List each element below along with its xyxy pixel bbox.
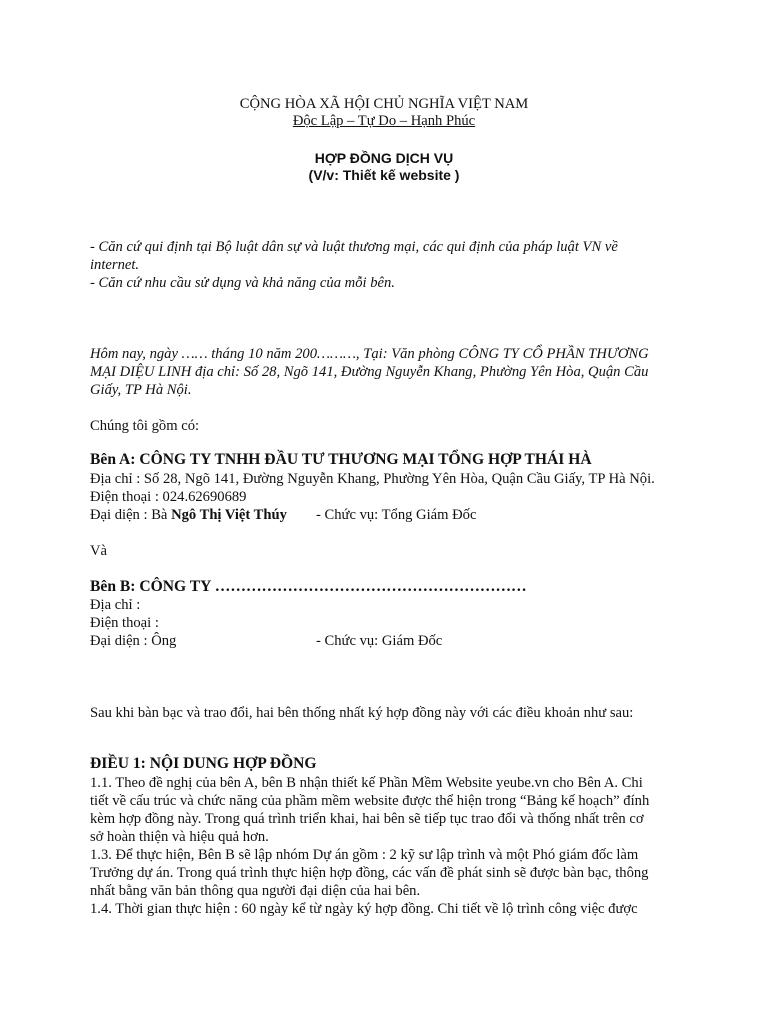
intro-line: Hôm nay, ngày …… tháng 10 năm 200………, Tại: Văn phòng CÔNG TY CỔ PHẦN THƯƠNG — [90, 346, 649, 362]
party-a-heading: Bên A: CÔNG TY TNHH ĐẦU TƯ THƯƠNG MẠI TỔNG HỢP THÁI HÀ — [90, 451, 592, 468]
article-1-line: sở hoàn thiện và hiệu quả hơn. — [90, 829, 269, 845]
agreement-text: Sau khi bàn bạc và trao đổi, hai bên thống nhất ký hợp đồng này với các điều khoản như sau: — [90, 705, 634, 721]
article-1-line: 1.1. Theo đề nghị của bên A, bên B nhận thiết kế Phần Mềm Website yeube.vn cho Bên A. Chi — [90, 775, 643, 791]
article-1-line: Trưởng dự án. Trong quá trình thực hiện hợp đồng, các vấn đề phát sinh sẽ được bàn bạc, thông — [90, 865, 649, 881]
article-1-line: tiết về cấu trúc và chức năng của phầm mềm website được thể hiện trong “Bảng kế hoạch” đính — [90, 793, 650, 809]
party-b-address: Địa chỉ : — [90, 597, 141, 613]
article-1-heading: ĐIỀU 1: NỘI DUNG HỢP ĐỒNG — [90, 755, 317, 772]
legal-basis-line: - Căn cứ qui định tại Bộ luật dân sự và luật thương mại, các qui định của pháp luật VN về — [90, 239, 618, 255]
article-1-line: nhất bằng văn bản thông qua người đại diện của hai bên. — [90, 883, 421, 899]
party-a-representative — [90, 506, 287, 524]
party-b-representative: Đại diện : Ông — [90, 633, 177, 649]
party-b-heading: Bên B: CÔNG TY …………………………………………………… — [90, 578, 527, 595]
contract-subject: (V/v: Thiết kế website ) — [308, 167, 460, 183]
national-motto: Độc Lập – Tự Do – Hạnh Phúc — [292, 113, 476, 129]
party-a-rep-title: - Chức vụ: Tổng Giám Đốc — [316, 507, 477, 523]
parties-intro: Chúng tôi gồm có: — [90, 418, 200, 434]
party-a-phone: Điện thoại : 024.62690689 — [90, 489, 247, 505]
party-b-phone: Điện thoại : — [90, 615, 159, 631]
party-a-rep-name: Ngô Thị Việt Thúy — [171, 507, 287, 523]
article-1-line: 1.4. Thời gian thực hiện : 60 ngày kể từ ngày ký hợp đồng. Chi tiết về lộ trình công việc được — [90, 901, 638, 917]
party-a-address: Địa chỉ : Số 28, Ngõ 141, Đường Nguyễn Khang, Phường Yên Hòa, Quận Cầu Giấy, TP Hà Nội. — [90, 471, 655, 487]
nation-heading: CỘNG HÒA XÃ HỘI CHỦ NGHĨA VIỆT NAM — [239, 96, 529, 112]
legal-basis-line: internet. — [90, 257, 140, 273]
article-1-line: 1.3. Để thực hiện, Bên B sẽ lập nhóm Dự án gồm : 2 kỹ sư lập trình và một Phó giám đốc làm — [90, 847, 639, 863]
intro-line: MẠI DIỆU LINH địa chỉ: Số 28, Ngõ 141, Đường Nguyễn Khang, Phường Yên Hòa, Quận Cầu — [90, 364, 649, 380]
intro-line: Giấy, TP Hà Nội. — [90, 382, 192, 398]
contract-title: HỢP ĐỒNG DỊCH VỤ — [314, 150, 454, 166]
party-a-rep-prefix: Đại diện : Bà — [90, 507, 172, 523]
party-b-rep-title: - Chức vụ: Giám Đốc — [316, 633, 443, 649]
article-1-line: kèm hợp đồng này. Trong quá trình triển khai, hai bên sẽ tiếp tục trao đổi và thống nhất trên cơ — [90, 811, 644, 827]
legal-basis-line: - Căn cứ nhu cầu sử dụng và khả năng của mỗi bên. — [90, 275, 395, 291]
and-text: Và — [90, 543, 108, 559]
